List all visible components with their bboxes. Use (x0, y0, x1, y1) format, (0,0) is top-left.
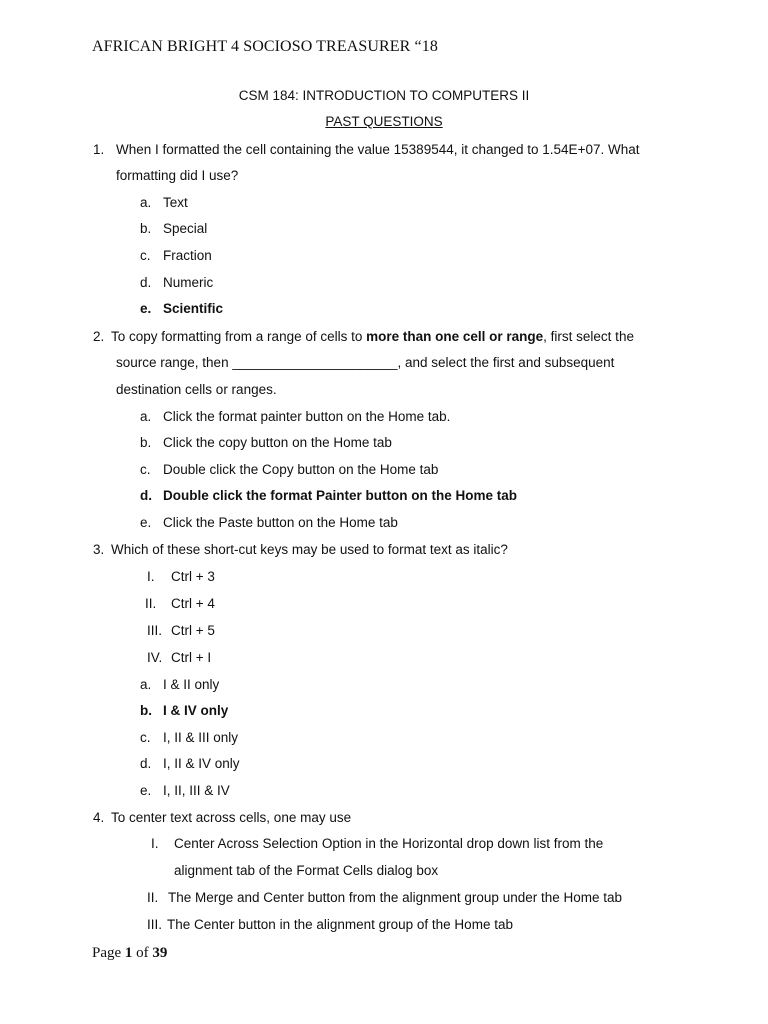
total-pages-number: 39 (152, 945, 168, 961)
q2-option-text: Click the Paste button on the Home tab (163, 515, 398, 530)
question-1-text-line-2: formatting did I use? (116, 168, 239, 183)
q3-roman-numeral: II. (145, 596, 157, 611)
question-2-emphasis: more than one cell or range (366, 329, 544, 344)
q3-option-text: I, II & III only (163, 730, 239, 745)
q3-roman-text: Ctrl + 4 (171, 596, 215, 611)
q2-option-text: Click the format painter button on the Home tab. (163, 409, 451, 424)
q3-roman-numeral: I. (147, 569, 155, 584)
q4-roman-numeral: II. (147, 890, 159, 905)
question-1-number: 1. (93, 142, 105, 157)
q2-option-text: Click the copy button on the Home tab (163, 435, 392, 450)
question-3-text-line-1: Which of these short-cut keys may be used to format text as italic? (111, 542, 508, 557)
section-title: PAST QUESTIONS (325, 114, 443, 129)
q1-answer-letter: e. (140, 301, 152, 316)
question-4-number: 4. (93, 810, 105, 825)
page-word: Page (92, 945, 122, 961)
q3-roman-numeral: III. (147, 623, 163, 638)
q1-option-letter: b. (140, 221, 152, 236)
q3-option-letter: e. (140, 783, 152, 798)
q3-option-text: I, II & IV only (163, 756, 240, 771)
q1-option-text: Numeric (163, 275, 214, 290)
q3-roman-text: Ctrl + 3 (171, 569, 215, 584)
question-2-number: 2. (93, 329, 105, 344)
q2-option-text: Double click the Copy button on the Home tab (163, 462, 439, 477)
q3-roman-text: Ctrl + 5 (171, 623, 215, 638)
q3-roman-numeral: IV. (147, 650, 163, 665)
q1-option-text: Fraction (163, 248, 212, 263)
question-2-text-line-3: destination cells or ranges. (116, 382, 277, 397)
q2-option-letter: b. (140, 435, 152, 450)
q3-option-text: I & II only (163, 677, 220, 692)
q1-option-letter: a. (140, 195, 152, 210)
q3-answer-text: I & IV only (163, 703, 229, 718)
q2-answer-letter: d. (140, 488, 152, 503)
question-3-number: 3. (93, 542, 105, 557)
current-page-number: 1 (124, 945, 133, 961)
question-4-text-line-1: To center text across cells, one may use (111, 810, 352, 825)
q3-option-text: I, II, III & IV (163, 783, 230, 798)
q4-roman-numeral: I. (151, 836, 159, 851)
q2-option-letter: a. (140, 409, 152, 424)
q1-option-text: Special (163, 221, 208, 236)
q2-answer-text: Double click the format Painter button on the Home tab (163, 488, 518, 503)
question-2-text-line-2: source range, then ______________________, and select the first and subsequent (116, 355, 615, 370)
q4-roman-text: The Merge and Center button from the alignment group under the Home tab (168, 890, 623, 905)
q2-option-letter: c. (140, 462, 151, 477)
q1-answer-text: Scientific (163, 301, 224, 316)
document-header: AFRICAN BRIGHT 4 SOCIOSO TREASURER “18 (92, 38, 438, 55)
q1-option-text: Text (163, 195, 188, 210)
q1-option-letter: d. (140, 275, 152, 290)
q4-roman-numeral: III. (147, 917, 163, 932)
question-2-text-line-1: To copy formatting from a range of cells to more than one cell or range, first select the (111, 329, 634, 344)
q3-option-letter: a. (140, 677, 152, 692)
q3-roman-text: Ctrl + I (171, 650, 212, 665)
of-word: of (136, 945, 149, 961)
q3-answer-letter: b. (140, 703, 152, 718)
page-footer (92, 945, 167, 962)
course-title: CSM 184: INTRODUCTION TO COMPUTERS II (238, 88, 530, 103)
q2-option-letter: e. (140, 515, 152, 530)
q4-roman-text-continued: alignment tab of the Format Cells dialog box (174, 863, 439, 878)
q4-roman-text: Center Across Selection Option in the Horizontal drop down list from the (174, 836, 604, 851)
q3-option-letter: d. (140, 756, 152, 771)
q4-roman-text: The Center button in the alignment group of the Home tab (167, 917, 513, 932)
q3-option-letter: c. (140, 730, 151, 745)
question-1-text-line-1: When I formatted the cell containing the value 15389544, it changed to 1.54E+07. What (116, 142, 640, 157)
q1-option-letter: c. (140, 248, 151, 263)
